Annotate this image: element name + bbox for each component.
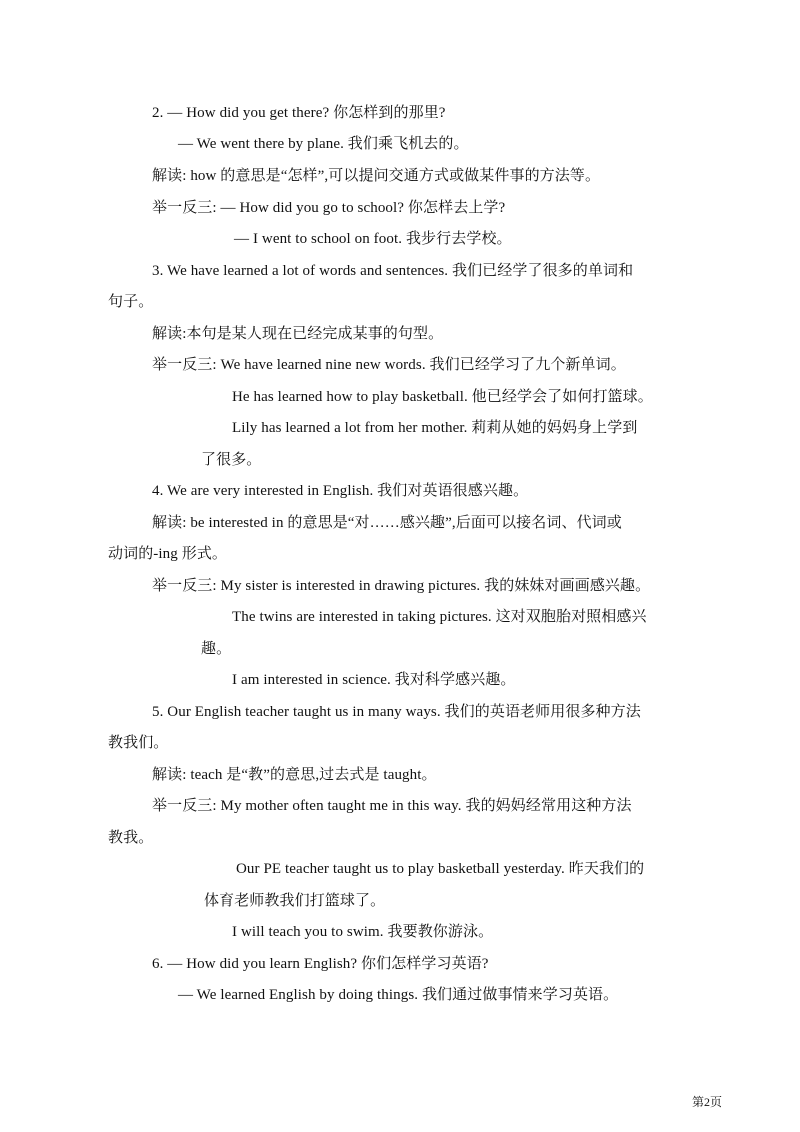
text-line: 解读: be interested in 的意思是“对……感兴趣”,后面可以接名词、代词或 — [152, 515, 622, 531]
text-line: 教我们。 — [108, 735, 169, 751]
text-line: 解读: teach 是“教”的意思,过去式是 taught。 — [152, 767, 437, 783]
text-line: 3. We have learned a lot of words and sentences. 我们已经学了很多的单词和 — [152, 263, 634, 279]
text-line: 句子。 — [108, 294, 154, 310]
text-line: The twins are interested in taking pictures. 这对双胞胎对照相感兴 — [232, 609, 647, 625]
text-line: I will teach you to swim. 我要教你游泳。 — [232, 924, 494, 940]
text-line: — We learned English by doing things. 我们通过做事情来学习英语。 — [178, 987, 619, 1003]
text-line: 6. — How did you learn English? 你们怎样学习英语? — [152, 956, 489, 972]
text-line: — We went there by plane. 我们乘飞机去的。 — [178, 136, 469, 152]
text-line: 解读: how 的意思是“怎样”,可以提问交通方式或做某件事的方法等。 — [152, 168, 601, 184]
text-line: — I went to school on foot. 我步行去学校。 — [234, 231, 512, 247]
text-line: 5. Our English teacher taught us in many ways. 我们的英语老师用很多种方法 — [152, 704, 641, 720]
text-line: Our PE teacher taught us to play basketball yesterday. 昨天我们的 — [236, 861, 645, 877]
text-line: Lily has learned a lot from her mother. 莉莉从她的妈妈身上学到 — [232, 420, 638, 436]
text-line: 趣。 — [201, 641, 232, 657]
text-line: 解读:本句是某人现在已经完成某事的句型。 — [152, 326, 444, 342]
text-line: 举一反三: My sister is interested in drawing pictures. 我的妹妹对画画感兴趣。 — [152, 578, 651, 594]
text-line: 举一反三: — How did you go to school? 你怎样去上学? — [152, 200, 506, 216]
text-line: 举一反三: My mother often taught me in this way. 我的妈妈经常用这种方法 — [152, 798, 632, 814]
text-line: 了很多。 — [201, 452, 262, 468]
text-line: 4. We are very interested in English. 我们对英语很感兴趣。 — [152, 483, 529, 499]
text-line: 举一反三: We have learned nine new words. 我们已经学习了九个新单词。 — [152, 357, 626, 373]
text-line: I am interested in science. 我对科学感兴趣。 — [232, 672, 516, 688]
text-line: 2. — How did you get there? 你怎样到的那里? — [152, 105, 446, 121]
page-number: 第2页 — [691, 1095, 722, 1109]
text-line: 教我。 — [108, 830, 154, 846]
text-line: He has learned how to play basketball. 他已经学会了如何打篮球。 — [232, 389, 653, 405]
text-line: 体育老师教我们打篮球了。 — [204, 893, 386, 909]
text-line: 动词的-ing 形式。 — [108, 546, 228, 562]
